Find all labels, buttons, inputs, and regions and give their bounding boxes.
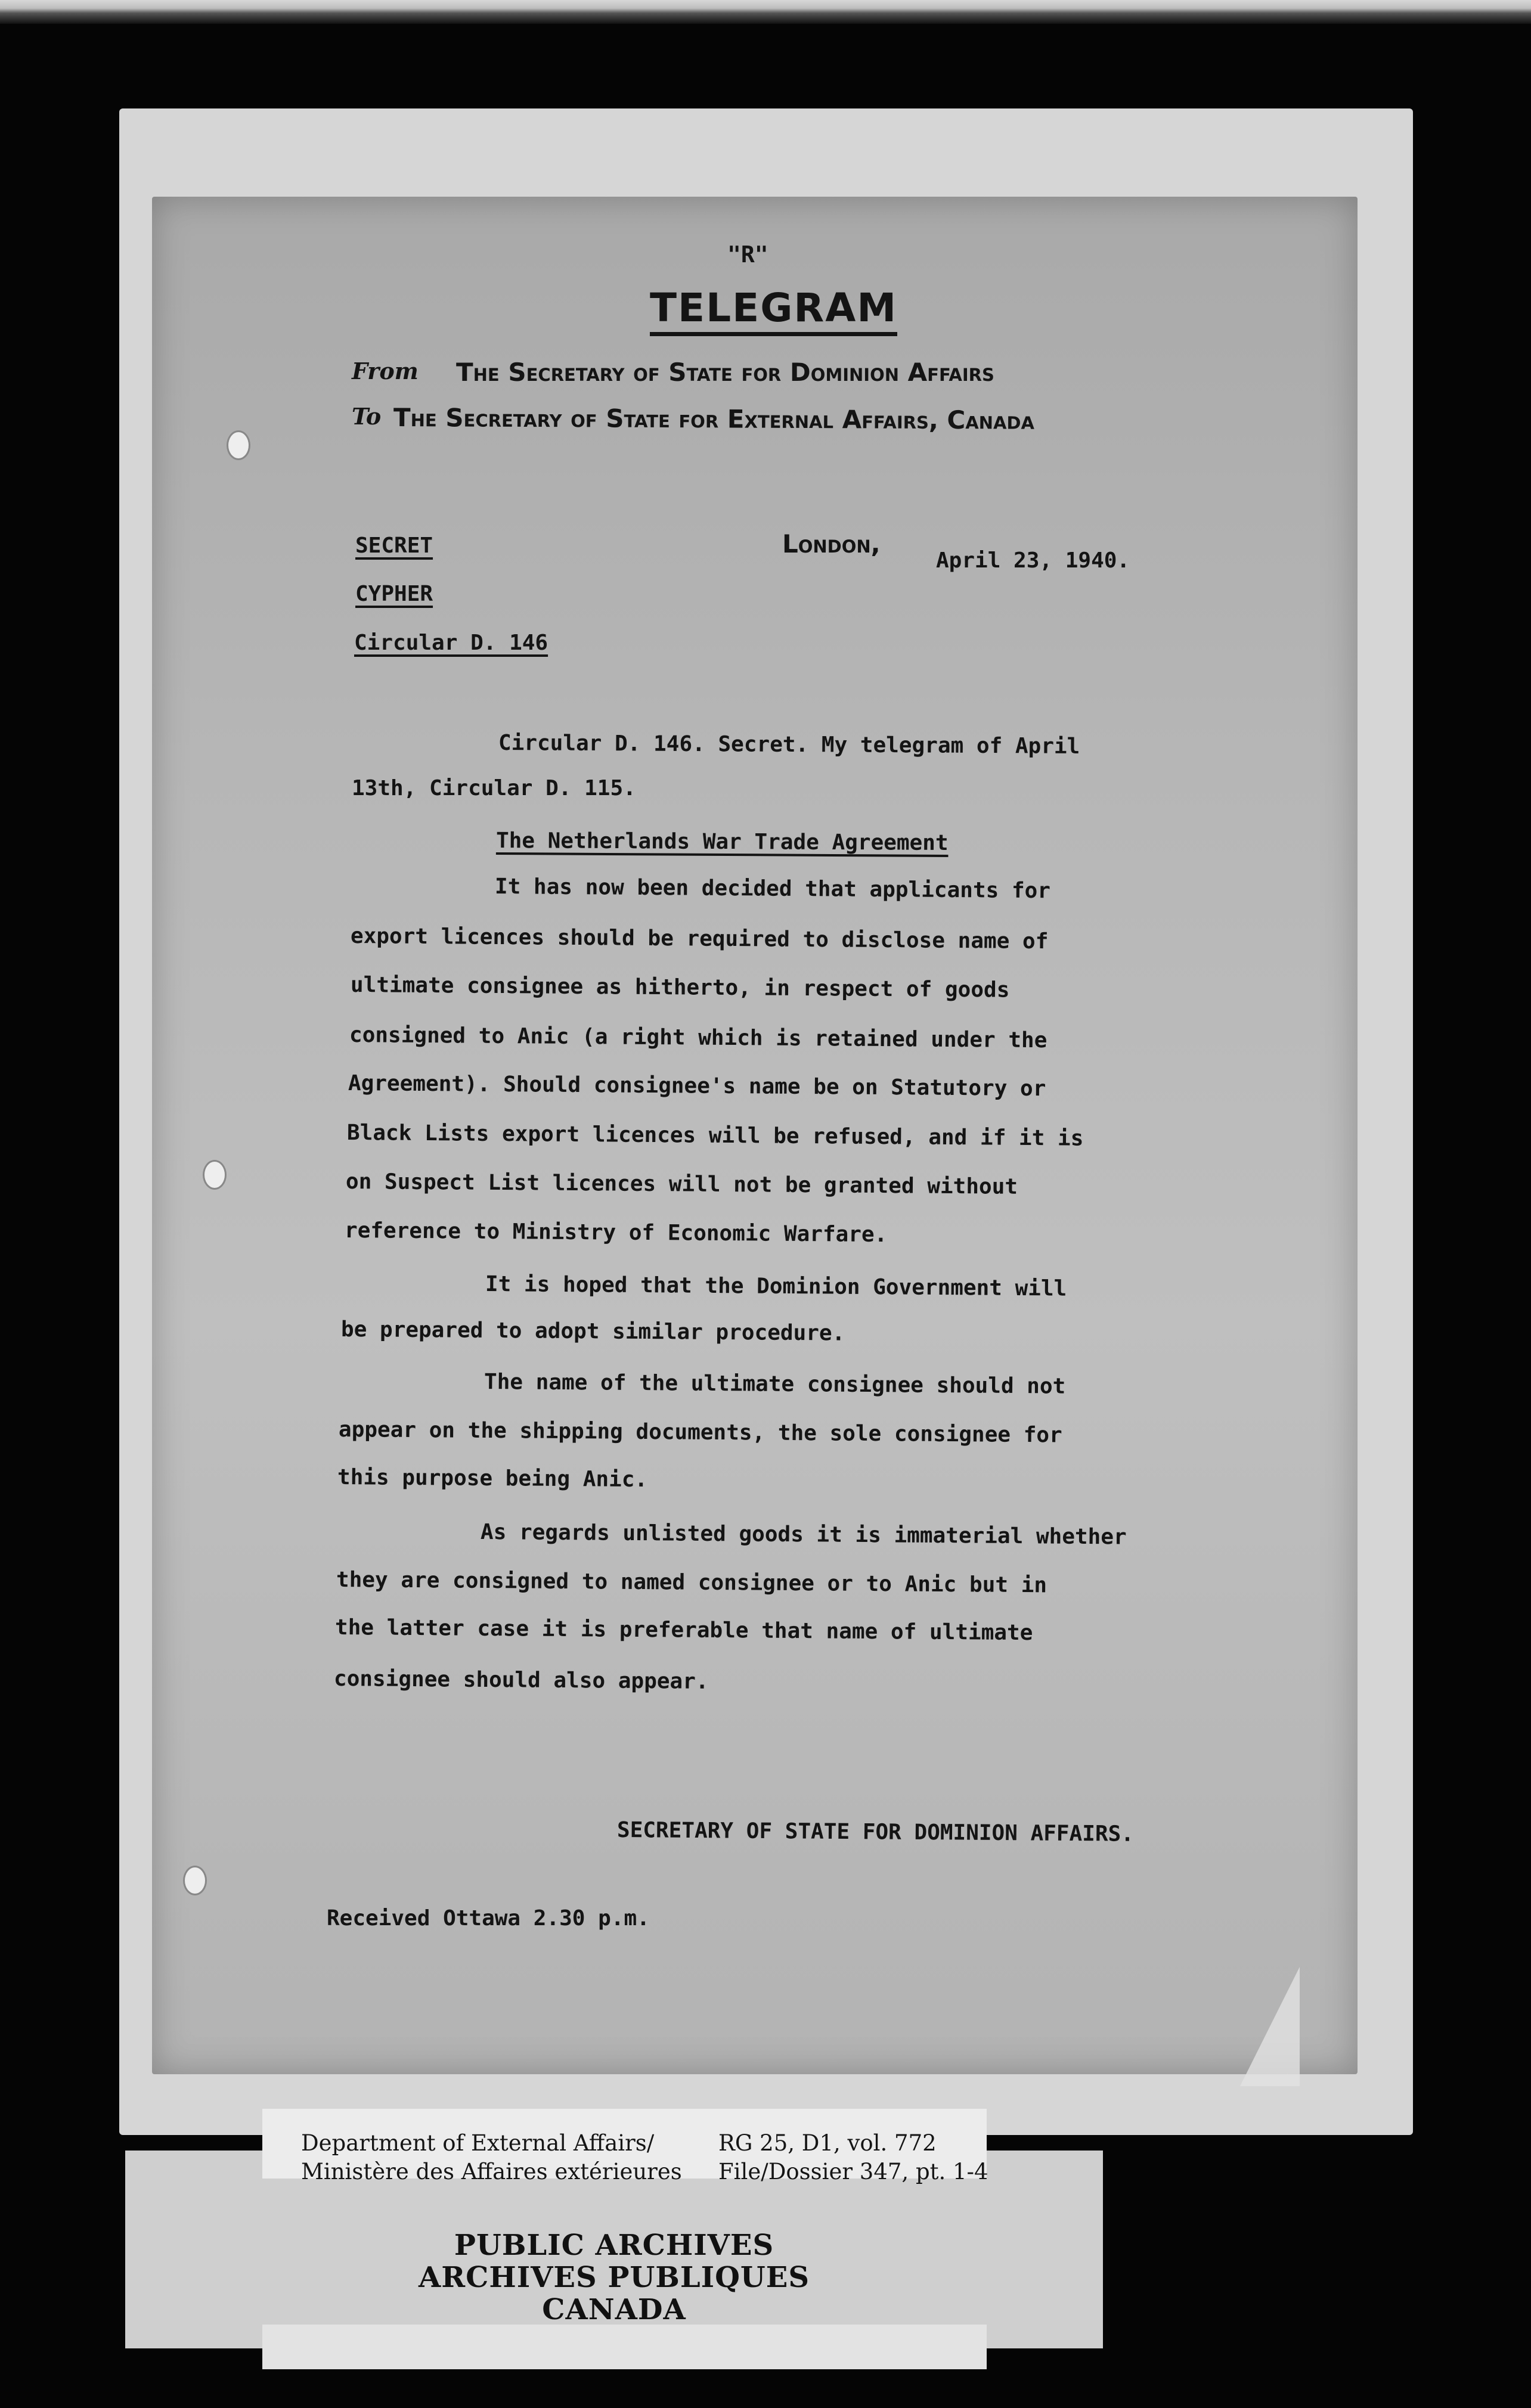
- section-heading: The Netherlands War Trade Agreement: [495, 828, 949, 855]
- body-intro-line: Circular D. 146. Secret. My telegram of April: [498, 731, 1080, 759]
- body-line: consignee should also appear.: [333, 1667, 709, 1694]
- department-line: Department of External Affairs/: [301, 2130, 655, 2156]
- body-line: this purpose being Anic.: [337, 1465, 648, 1492]
- date: April 23, 1940.: [936, 548, 1130, 573]
- punch-hole-middle: [203, 1160, 227, 1190]
- label-strip: [262, 2325, 987, 2369]
- body-line: consigned to Anic (a right which is retained under the: [349, 1023, 1047, 1053]
- body-line: As regards unlisted goods it is immaterial whether: [480, 1520, 1127, 1550]
- body-line: ultimate consignee as hitherto, in respect of goods: [350, 973, 1010, 1003]
- transmission-method: CYPHER: [355, 582, 433, 606]
- body-line: Agreement). Should consignee's name be on Statutory or: [348, 1071, 1046, 1101]
- department-label: [301, 2129, 682, 2186]
- page-curl: [1240, 1967, 1300, 2086]
- body-line: Black Lists export licences will be refused, and if it is: [346, 1121, 1084, 1151]
- body-line: reference to Ministry of Economic Warfare.: [344, 1218, 888, 1248]
- classification: SECRET: [355, 533, 433, 558]
- body-line: appear on the shipping documents, the sole consignee for: [338, 1417, 1062, 1448]
- place: London,: [782, 529, 881, 558]
- archives-line: ARCHIVES PUBLIQUES: [419, 2261, 810, 2294]
- body-line: be prepared to adopt similar procedure.: [340, 1317, 845, 1346]
- body-line: It has now been decided that applicants for: [494, 874, 1051, 904]
- routing-mark: "R": [727, 241, 768, 268]
- body-line: they are consigned to named consignee or to Anic but in: [336, 1568, 1047, 1598]
- reference-line: RG 25, D1, vol. 772: [718, 2130, 937, 2156]
- file-reference: [718, 2129, 988, 2186]
- circular-reference: Circular D. 146: [354, 631, 548, 655]
- body-line: the latter case it is preferable that name of ultimate: [334, 1615, 1033, 1646]
- to-label: To: [352, 403, 382, 430]
- reference-line: File/Dossier 347, pt. 1-4: [718, 2159, 988, 2184]
- body-line: export licences should be required to disclose name of: [350, 924, 1049, 954]
- archives-label: [125, 2229, 1103, 2326]
- body-intro-line: 13th, Circular D. 115.: [352, 776, 636, 800]
- punch-hole-bottom: [183, 1866, 207, 1895]
- document-title: TELEGRAM: [650, 285, 897, 336]
- received-note: Received Ottawa 2.30 p.m.: [327, 1906, 650, 1931]
- sender: The Secretary of State for Dominion Affairs: [456, 358, 994, 387]
- archives-line: PUBLIC ARCHIVES: [454, 2229, 774, 2262]
- body-line: It is hoped that the Dominion Government will: [485, 1272, 1067, 1301]
- film-edge: [0, 0, 1531, 24]
- archives-line: CANADA: [542, 2293, 686, 2326]
- body-line: The name of the ultimate consignee should not: [484, 1370, 1066, 1399]
- punch-hole-top: [227, 430, 250, 460]
- from-label: From: [352, 358, 419, 384]
- department-line: Ministère des Affaires extérieures: [301, 2159, 682, 2184]
- signature: SECRETARY OF STATE FOR DOMINION AFFAIRS.: [616, 1818, 1135, 1847]
- body-line: on Suspect List licences will not be granted without: [345, 1169, 1018, 1199]
- recipient: The Secretary of State for External Affairs, Canada: [393, 403, 1035, 435]
